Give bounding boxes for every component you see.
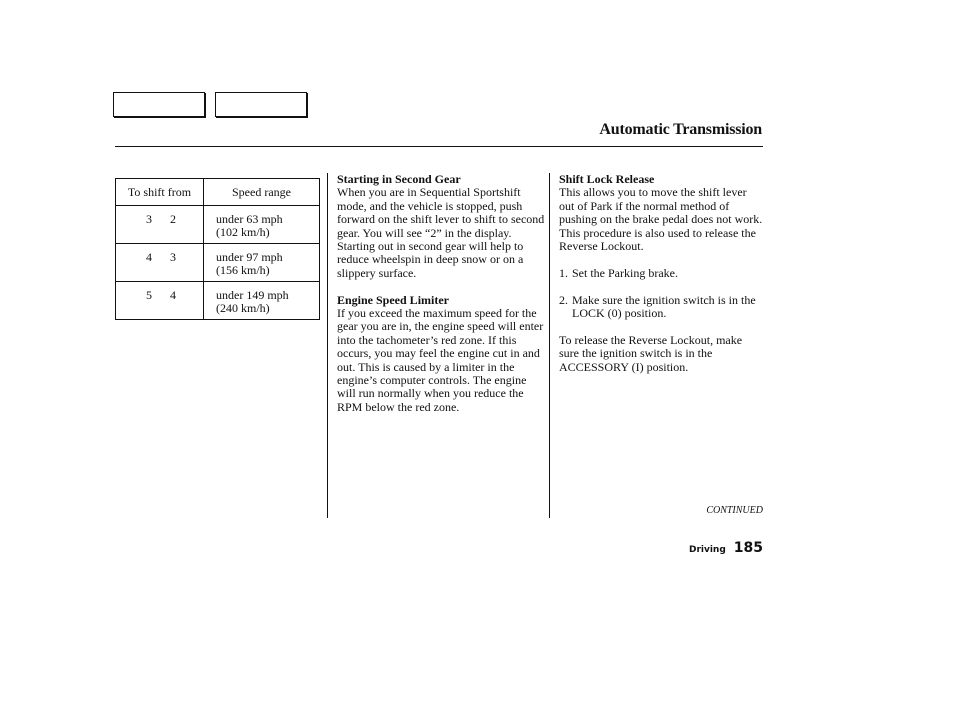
speed-kmh: (102 km/h) [216,225,270,239]
gear-from: 4 [146,250,152,264]
speed-kmh: (240 km/h) [216,301,270,315]
paragraph-speed-limiter: If you exceed the maximum speed for the gear you are in, the engine speed will enter into the tachometer’s red zone. If this occurs, you may feel the engine cut in and out. This is caused by a limiter in the engine’s computer controls. The engine will run normally when you reduce the RPM below the red zone. [337,306,544,414]
header-shift-from: To shift from [116,179,204,206]
step-text: Make sure the ignition switch is in the LOCK (0) position. [572,292,756,321]
page-footer [689,537,763,556]
shift-speed-table [115,178,320,320]
middle-column [337,173,547,414]
gear-to: 2 [170,212,176,226]
heading-shift-lock: Shift Lock Release [559,172,655,186]
gear-cell [116,282,204,320]
list-item [559,294,763,321]
heading-speed-limiter: Engine Speed Limiter [337,292,450,307]
column-divider-right [549,173,550,518]
table-row [116,282,320,320]
step-number: 2. [559,292,568,307]
nav-tab-box-left[interactable] [113,92,205,117]
list-item [559,267,763,280]
speed-kmh: (156 km/h) [216,263,270,277]
title-divider [115,146,763,147]
paragraph-shift-lock: This allows you to move the shift lever out of Park if the normal method of pushing on the brake pedal does not work. This procedure is also used to release the Reverse Lockout. [559,185,763,254]
page-title: Automatic Transmission [599,121,762,138]
speed-mph: under 149 mph [216,288,289,302]
right-column [559,173,763,374]
speed-mph: under 97 mph [216,250,283,264]
gear-from: 5 [146,288,152,302]
step-number: 1. [559,265,568,280]
page-number: 185 [733,540,763,556]
paragraph-reverse-lockout: To release the Reverse Lockout, make sure the ignition switch is in the ACCESSORY (I) position. [559,332,743,374]
table-row [116,206,320,244]
gear-to: 4 [170,288,176,302]
heading-second-gear: Starting in Second Gear [337,172,461,186]
gear-to: 3 [170,250,176,264]
continued-label: CONTINUED [706,505,763,516]
gear-from: 3 [146,212,152,226]
header-speed-range: Speed range [204,179,320,206]
paragraph-second-gear: When you are in Sequential Sportshift mode, and the vehicle is stopped, push forward on the shift lever to shift to second gear. You will see “2” in the display. Starting out in second gear will help to reduce wheelspin in deep snow or on a slippery surface. [337,185,545,280]
nav-tab-box-right[interactable] [215,92,307,117]
column-divider-left [327,173,328,518]
gear-cell [116,206,204,244]
speed-cell [204,244,320,282]
section-name: Driving [688,545,726,555]
step-text: Set the Parking brake. [572,265,678,280]
table-header-row [116,179,320,206]
gear-cell [116,244,204,282]
speed-cell [204,206,320,244]
speed-mph: under 63 mph [216,212,283,226]
speed-cell [204,282,320,320]
table-row [116,244,320,282]
